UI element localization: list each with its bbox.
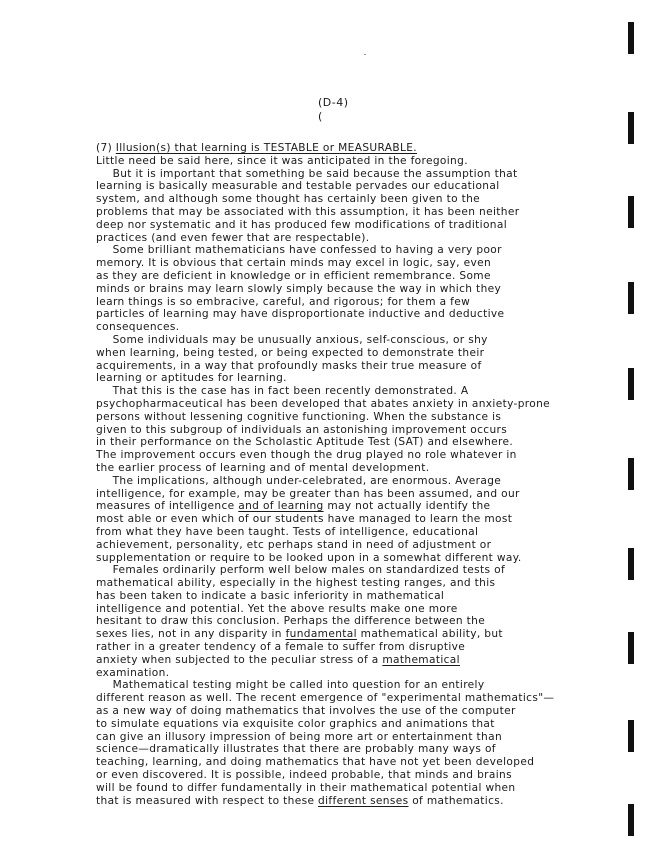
text-segment: given to this subgroup of individuals an astonishing improvement occurs bbox=[96, 423, 508, 436]
text-segment: hesitant to draw this conclusion. Perhaps the difference between the bbox=[96, 615, 486, 628]
text-segment: deep nor systematic and it has produced few modifications of traditional bbox=[96, 218, 507, 231]
text-segment: intelligence and potential. Yet the above results make one more bbox=[96, 602, 458, 615]
text-line bbox=[96, 360, 636, 373]
text-segment: different reason as well. The recent emergence of "experimental mathematics"— bbox=[96, 692, 555, 705]
text-line bbox=[96, 539, 636, 552]
text-segment: when learning, being tested, or being expected to demonstrate their bbox=[96, 346, 485, 359]
text-line bbox=[96, 667, 636, 680]
text-segment: system, and although some thought has certainly been given to the bbox=[96, 193, 481, 206]
text-line bbox=[96, 615, 636, 628]
text-line bbox=[96, 321, 636, 334]
margin-bar bbox=[628, 112, 634, 144]
text-line bbox=[96, 769, 636, 782]
margin-bar bbox=[628, 804, 634, 836]
underlined-text: fundamental bbox=[285, 628, 357, 641]
text-line bbox=[96, 731, 636, 744]
scan-speck bbox=[364, 54, 366, 55]
text-segment: minds or brains may learn slowly simply because the way in which they bbox=[96, 282, 502, 295]
text-line bbox=[96, 257, 636, 270]
text-segment: The improvement occurs even though the drug played no role whatever in bbox=[96, 449, 517, 462]
text-line bbox=[96, 513, 636, 526]
text-line bbox=[96, 679, 636, 692]
text-segment: (7) bbox=[96, 142, 116, 154]
text-line bbox=[96, 462, 636, 475]
text-segment: measures of intelligence bbox=[96, 500, 239, 513]
text-segment: from what they have been taught. Tests of intelligence, educational bbox=[96, 525, 479, 538]
body-text bbox=[96, 142, 636, 807]
text-segment: memory. It is obvious that certain minds may excel in logic, say, even bbox=[96, 257, 492, 270]
text-segment: Some individuals may be unusually anxious, self-conscious, or shy bbox=[96, 333, 488, 346]
text-segment: practices (and even fewer that are respectable). bbox=[96, 231, 370, 244]
text-line bbox=[96, 308, 636, 321]
text-segment: learning or aptitudes for learning. bbox=[96, 372, 287, 385]
text-line bbox=[96, 155, 636, 168]
text-line bbox=[96, 590, 636, 603]
text-line bbox=[96, 270, 636, 283]
text-segment: supplementation or require to be looked upon in a somewhat different way. bbox=[96, 551, 522, 564]
text-segment: mathematical ability, but bbox=[356, 628, 503, 641]
text-line bbox=[96, 756, 636, 769]
text-line bbox=[96, 142, 636, 155]
text-segment: persons without lessening cognitive functioning. When the substance is bbox=[96, 410, 502, 423]
margin-bar bbox=[628, 458, 634, 490]
text-line bbox=[96, 743, 636, 756]
margin-bar bbox=[628, 720, 634, 752]
text-segment: of mathematics. bbox=[408, 794, 504, 807]
text-line bbox=[96, 692, 636, 705]
text-segment: The implications, although under-celebrated, are enormous. Average bbox=[96, 474, 502, 487]
text-line bbox=[96, 372, 636, 385]
text-line bbox=[96, 488, 636, 501]
text-line bbox=[96, 552, 636, 565]
text-segment: examination. bbox=[96, 666, 170, 679]
underlined-text: mathematical bbox=[382, 653, 460, 666]
text-line bbox=[96, 654, 636, 667]
page-header: (D-4) bbox=[318, 96, 349, 109]
text-line bbox=[96, 347, 636, 360]
text-segment: That this is the case has in fact been recently demonstrated. A bbox=[96, 385, 469, 398]
text-segment: will be found to differ fundamentally in their mathematical potential when bbox=[96, 781, 516, 794]
text-segment: Some brilliant mathematicians have confessed to having a very poor bbox=[96, 244, 502, 257]
text-line bbox=[96, 628, 636, 641]
text-segment: psychopharmaceutical has been developed that abates anxiety in anxiety-prone bbox=[96, 397, 551, 410]
text-line bbox=[96, 436, 636, 449]
underlined-text: Illusion(s) that learning is TESTABLE or MEASURABLE. bbox=[115, 142, 418, 154]
margin-bar bbox=[628, 632, 634, 664]
text-line bbox=[96, 411, 636, 424]
text-line bbox=[96, 180, 636, 193]
text-segment: learning is basically measurable and testable pervades our educational bbox=[96, 180, 500, 193]
text-segment: intelligence, for example, may be greater than has been assumed, and our bbox=[96, 487, 520, 500]
margin-bar bbox=[628, 368, 634, 400]
text-segment: may not actually identify the bbox=[323, 500, 491, 513]
text-line bbox=[96, 475, 636, 488]
text-line bbox=[96, 296, 636, 309]
text-segment: has been taken to indicate a basic inferiority in mathematical bbox=[96, 589, 445, 602]
text-segment: sexes lies, not in any disparity in bbox=[96, 628, 286, 641]
text-line bbox=[96, 219, 636, 232]
text-segment: mathematical ability, especially in the highest testing ranges, and this bbox=[96, 577, 496, 590]
text-line bbox=[96, 641, 636, 654]
paren-mark: ( bbox=[318, 110, 323, 123]
text-segment: acquirements, in a way that profoundly masks their true measure of bbox=[96, 359, 482, 372]
text-line bbox=[96, 232, 636, 245]
text-line bbox=[96, 526, 636, 539]
text-segment: Mathematical testing might be called into question for an entirely bbox=[96, 679, 485, 692]
text-segment: can give an illusory impression of being more art or entertainment than bbox=[96, 730, 503, 743]
text-line bbox=[96, 449, 636, 462]
text-line bbox=[96, 244, 636, 257]
text-segment: learn things is so embracive, careful, and rigorous; for them a few bbox=[96, 295, 471, 308]
text-segment: or even discovered. It is possible, indeed probable, that minds and brains bbox=[96, 769, 512, 782]
text-line bbox=[96, 577, 636, 590]
text-line bbox=[96, 795, 636, 808]
text-line bbox=[96, 385, 636, 398]
margin-bar bbox=[628, 282, 634, 314]
text-segment: But it is important that something be said because the assumption that bbox=[96, 167, 518, 180]
text-line bbox=[96, 193, 636, 206]
underlined-text: different senses bbox=[318, 794, 409, 807]
text-line bbox=[96, 334, 636, 347]
text-segment: to simulate equations via exquisite color graphics and animations that bbox=[96, 717, 495, 730]
text-line bbox=[96, 283, 636, 296]
text-segment: anxiety when subjected to the peculiar stress of a bbox=[96, 653, 383, 666]
text-segment: in their performance on the Scholastic Aptitude Test (SAT) and elsewhere. bbox=[96, 436, 514, 449]
text-segment: most able or even which of our students have managed to learn the most bbox=[96, 513, 513, 526]
text-line bbox=[96, 782, 636, 795]
margin-bar bbox=[628, 548, 634, 580]
text-segment: as a new way of doing mathematics that involves the use of the computer bbox=[96, 705, 516, 718]
text-segment: problems that may be associated with this assumption, it has been neither bbox=[96, 205, 520, 218]
text-segment: teaching, learning, and doing mathematics that have not yet been developed bbox=[96, 756, 535, 769]
text-segment: science—dramatically illustrates that there are probably many ways of bbox=[96, 743, 496, 756]
text-segment: as they are deficient in knowledge or in efficient remembrance. Some bbox=[96, 269, 491, 282]
text-segment: Females ordinarily perform well below males on standardized tests of bbox=[96, 564, 506, 577]
text-line bbox=[96, 564, 636, 577]
text-line bbox=[96, 705, 636, 718]
text-segment: achievement, personality, etc perhaps stand in need of adjustment or bbox=[96, 538, 492, 551]
text-line bbox=[96, 168, 636, 181]
margin-bar bbox=[628, 22, 634, 54]
text-line bbox=[96, 424, 636, 437]
text-segment: that is measured with respect to these bbox=[96, 794, 319, 807]
text-segment: Little need be said here, since it was anticipated in the foregoing. bbox=[96, 154, 468, 167]
text-segment: rather in a greater tendency of a female to suffer from disruptive bbox=[96, 641, 466, 654]
text-line bbox=[96, 718, 636, 731]
text-segment: consequences. bbox=[96, 321, 180, 334]
underlined-text: and of learning bbox=[238, 500, 324, 513]
text-segment: particles of learning may have disproportionate inductive and deductive bbox=[96, 308, 505, 321]
text-line bbox=[96, 603, 636, 616]
text-line bbox=[96, 398, 636, 411]
text-segment: the earlier process of learning and of mental development. bbox=[96, 461, 430, 474]
text-line bbox=[96, 500, 636, 513]
margin-bar bbox=[628, 196, 634, 228]
text-line bbox=[96, 206, 636, 219]
